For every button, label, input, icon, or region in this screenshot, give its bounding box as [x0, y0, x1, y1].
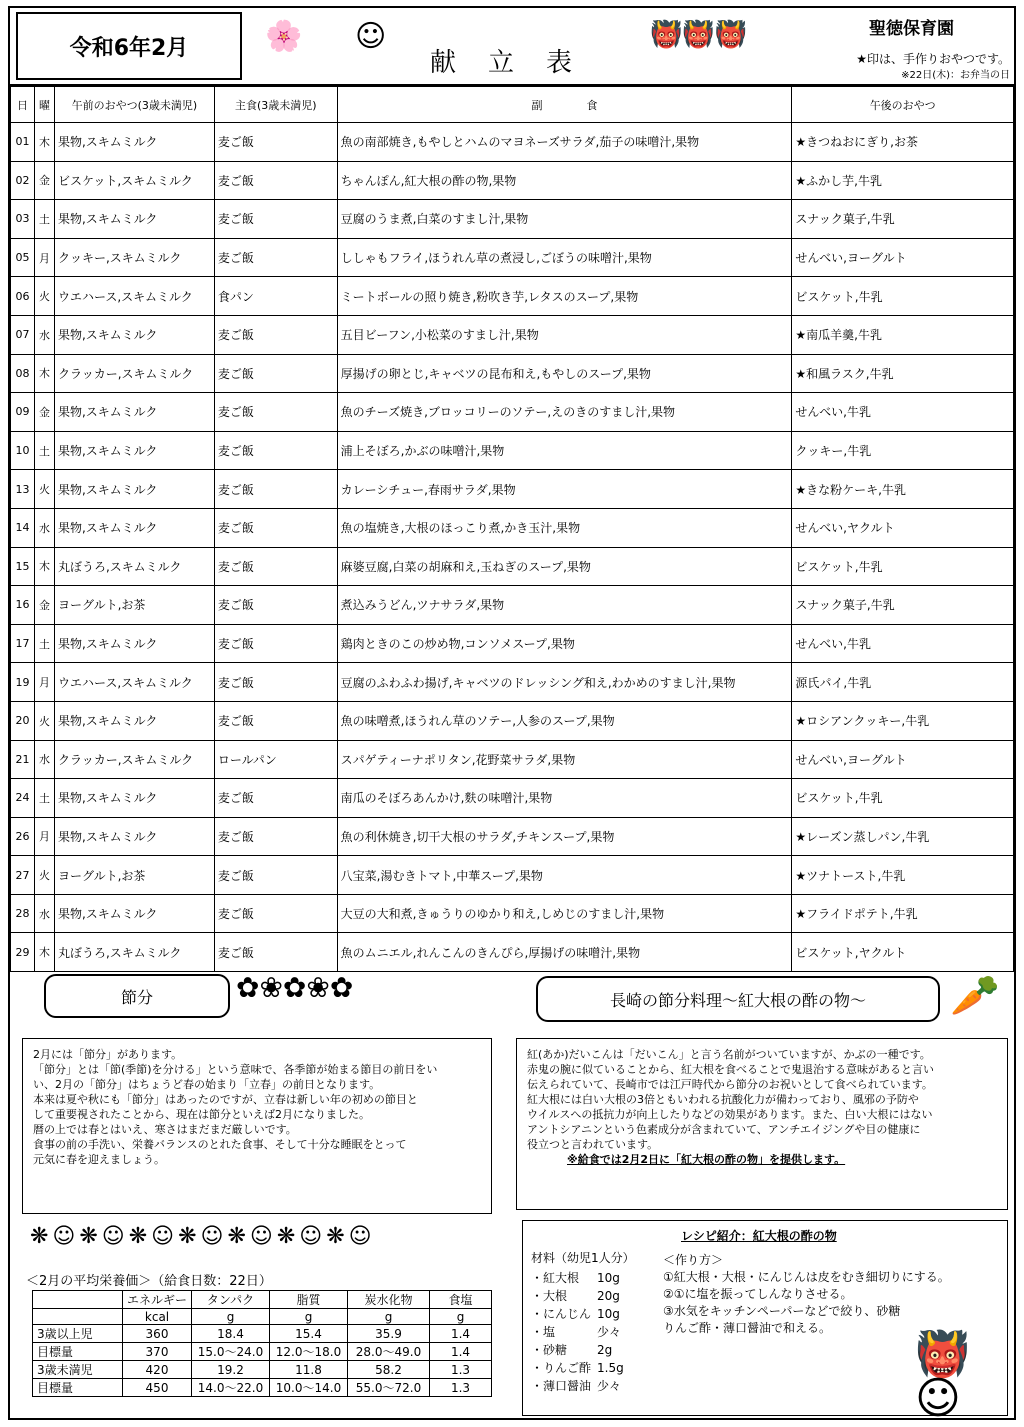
weekday-cell: 月 — [34, 238, 54, 277]
setsubun-line: 「節分」とは「節(季節)を分ける」という意味で、各季節が始まる節目の前日をい — [33, 1063, 438, 1076]
nutrition-cell: 11.8 — [270, 1361, 348, 1379]
pm-snack-cell: ★ツナトースト,牛乳 — [792, 856, 1014, 895]
setsubun-text — [22, 1038, 492, 1214]
menu-row — [11, 663, 1014, 702]
menu-header-row — [11, 87, 1014, 123]
ingredient-name: ・砂糖 — [531, 1343, 568, 1357]
am-snack-cell: ビスケット,スキムミルク — [54, 161, 214, 200]
side-dish-cell: ちゃんぽん,紅大根の酢の物,果物 — [337, 161, 792, 200]
nagasaki-title: 長崎の節分料理～紅大根の酢の物～ — [609, 990, 866, 1010]
staple-cell: 食パン — [214, 277, 337, 316]
am-snack-cell: 丸ぼうろ,スキムミルク — [54, 933, 214, 972]
nutrition-cell: g — [430, 1309, 492, 1325]
pm-snack-cell: ビスケット,牛乳 — [792, 277, 1014, 316]
am-snack-cell: 果物,スキムミルク — [54, 508, 214, 547]
setsubun-line: して重要視されたことから、現在は節分といえば2月になりました。 — [33, 1108, 370, 1121]
weekday-cell: 金 — [34, 161, 54, 200]
side-dish-cell: 麻婆豆腐,白菜の胡麻和え,玉ねぎのスープ,果物 — [337, 547, 792, 586]
day-cell: 24 — [11, 779, 35, 818]
day-cell: 03 — [11, 200, 35, 239]
col-day: 日 — [11, 87, 35, 123]
ingredient-name: ・紅大根 — [531, 1271, 580, 1285]
nutrition-cell: 目標量 — [33, 1379, 123, 1397]
recipe-step: ①紅大根・大根・にんじんは皮をむき細切りにする。 — [663, 1270, 950, 1284]
child-illustration: ☺ — [355, 19, 387, 54]
day-cell: 07 — [11, 315, 35, 354]
day-cell: 06 — [11, 277, 35, 316]
side-dish-cell: カレーシチュー,春雨サラダ,果物 — [337, 470, 792, 509]
staple-cell: 麦ご飯 — [214, 586, 337, 625]
nutrition-cell: 1.4 — [430, 1343, 492, 1361]
recipe-step: ③水気をキッチンペーパーなどで絞り、砂糖 — [663, 1304, 901, 1318]
staple-cell: 麦ご飯 — [214, 856, 337, 895]
pm-snack-cell: ★きつねおにぎり,お茶 — [792, 123, 1014, 162]
ingredient-name: ・にんじん — [531, 1307, 592, 1321]
col-weekday: 曜 — [34, 87, 54, 123]
staple-cell: 麦ご飯 — [214, 663, 337, 702]
side-dish-cell: 豆腐のふわふわ揚げ,キャベツのドレッシング和え,わかめのすまし汁,果物 — [337, 663, 792, 702]
day-cell: 14 — [11, 508, 35, 547]
nutrition-unit-row — [33, 1309, 492, 1325]
nutrition-cell: 450 — [123, 1379, 192, 1397]
ingredient-amount: 少々 — [597, 1379, 622, 1393]
nutrition-cell: 360 — [123, 1325, 192, 1343]
setsubun-line: 食事の前の手洗い、栄養バランスのとれた食事、そして十分な睡眠をとって — [33, 1138, 407, 1151]
pm-snack-cell: 源氏パイ,牛乳 — [792, 663, 1014, 702]
nutrition-cell: タンパク — [192, 1291, 270, 1309]
nutrition-row — [33, 1343, 492, 1361]
day-cell: 05 — [11, 238, 35, 277]
am-snack-cell: ウエハース,スキムミルク — [54, 277, 214, 316]
day-cell: 21 — [11, 740, 35, 779]
nutrition-cell — [33, 1291, 123, 1309]
day-cell: 15 — [11, 547, 35, 586]
staple-cell: 麦ご飯 — [214, 933, 337, 972]
staple-cell: 麦ご飯 — [214, 547, 337, 586]
nutrition-row — [33, 1361, 492, 1379]
day-cell: 08 — [11, 354, 35, 393]
menu-row — [11, 315, 1014, 354]
pm-snack-cell: ★南瓜羊羹,牛乳 — [792, 315, 1014, 354]
weekday-cell: 土 — [34, 431, 54, 470]
staple-cell: 麦ご飯 — [214, 470, 337, 509]
nutrition-table — [32, 1290, 492, 1397]
setsubun-title-box — [44, 974, 230, 1018]
menu-row — [11, 123, 1014, 162]
nutrition-cell: 420 — [123, 1361, 192, 1379]
recipe-title: レシピ紹介：紅大根の酢の物 — [681, 1229, 837, 1243]
nutrition-cell: 食塩 — [430, 1291, 492, 1309]
weekday-cell: 水 — [34, 894, 54, 933]
day-cell: 19 — [11, 663, 35, 702]
side-dish-cell: 南瓜のそぼろあんかけ,麩の味噌汁,果物 — [337, 779, 792, 818]
weekday-cell: 火 — [34, 701, 54, 740]
handmade-note: ★印は、手作りおやつです。 — [856, 52, 1010, 66]
pm-snack-cell: スナック菓子,牛乳 — [792, 586, 1014, 625]
staple-cell: 麦ご飯 — [214, 393, 337, 432]
nagasaki-title-box — [536, 976, 940, 1022]
recipe-step: りんご酢・薄口醤油で和える。 — [663, 1321, 832, 1335]
nutrition-cell: 14.0～22.0 — [192, 1379, 270, 1397]
side-dish-cell: ししゃもフライ,ほうれん草の煮浸し,ごぼうの味噌汁,果物 — [337, 238, 792, 277]
staple-cell: 麦ご飯 — [214, 354, 337, 393]
day-cell: 27 — [11, 856, 35, 895]
ingredient-name: ・薄口醤油 — [531, 1379, 592, 1393]
side-dish-cell: 八宝菜,湯むきトマト,中華スープ,果物 — [337, 856, 792, 895]
menu-row — [11, 238, 1014, 277]
staple-cell: 麦ご飯 — [214, 817, 337, 856]
menu-row — [11, 508, 1014, 547]
weekday-cell: 火 — [34, 277, 54, 316]
nutrition-row — [33, 1379, 492, 1397]
header — [10, 8, 1014, 86]
ingredient-item — [531, 1377, 624, 1395]
weekday-cell: 月 — [34, 817, 54, 856]
nagasaki-line: ウイルスへの抵抗力が向上したりなどの効果があります。また、白い大根にはない — [527, 1108, 933, 1121]
nutrition-cell: kcal — [123, 1309, 192, 1325]
nutrition-cell: 10.0～14.0 — [270, 1379, 348, 1397]
nutrition-cell: 3歳未満児 — [33, 1361, 123, 1379]
ingredient-item — [531, 1305, 624, 1323]
menu-row — [11, 933, 1014, 972]
pm-snack-cell: せんべい,ヤクルト — [792, 508, 1014, 547]
nutrition-cell: 28.0～49.0 — [348, 1343, 430, 1361]
bento-note: ※22日(木)：お弁当の日 — [901, 70, 1010, 81]
nagasaki-line: 紅(あか)だいこんは「だいこん」と言う名前がついていますが、かぶの一種です。 — [527, 1048, 931, 1061]
side-dish-cell: 魚の塩焼き,大根のほっこり煮,かき玉汁,果物 — [337, 508, 792, 547]
pm-snack-cell: ★レーズン蒸しパン,牛乳 — [792, 817, 1014, 856]
ingredient-name: ・大根 — [531, 1289, 568, 1303]
pm-snack-cell: スナック菓子,牛乳 — [792, 200, 1014, 239]
col-staple: 主食(3歳未満児) — [214, 87, 337, 123]
menu-row — [11, 624, 1014, 663]
side-dish-cell: 魚のムニエル,れんこんのきんぴら,厚揚げの味噌汁,果物 — [337, 933, 792, 972]
am-snack-cell: 果物,スキムミルク — [54, 393, 214, 432]
weekday-cell: 木 — [34, 123, 54, 162]
menu-page — [8, 6, 1016, 1424]
nagasaki-highlight: ※給食では2月2日に「紅大根の酢の物」を提供します。 — [567, 1153, 846, 1166]
day-cell: 29 — [11, 933, 35, 972]
menu-row — [11, 740, 1014, 779]
staple-cell: 麦ご飯 — [214, 894, 337, 933]
oni-group-illustration: 👹👹👹 — [650, 20, 748, 50]
day-cell: 16 — [11, 586, 35, 625]
nagasaki-line: 役立つと言われています。 — [527, 1138, 659, 1151]
menu-row — [11, 586, 1014, 625]
nutrition-cell — [33, 1309, 123, 1325]
oni-children-illustration: 👹☺ — [915, 1329, 970, 1424]
weekday-cell: 火 — [34, 856, 54, 895]
school-name: 聖徳保育園 — [869, 19, 954, 39]
am-snack-cell: 果物,スキムミルク — [54, 817, 214, 856]
weekday-cell: 土 — [34, 624, 54, 663]
menu-row — [11, 701, 1014, 740]
day-cell: 10 — [11, 431, 35, 470]
side-dish-cell: 魚の南部焼き,もやしとハムのマヨネーズサラダ,茄子の味噌汁,果物 — [337, 123, 792, 162]
side-dish-cell: 五目ビーフン,小松菜のすまし汁,果物 — [337, 315, 792, 354]
nutrition-row — [33, 1325, 492, 1343]
nutrition-caption: ＜2月の平均栄養価＞（給食日数：22日） — [26, 1274, 272, 1289]
setsubun-line: 元気に春を迎えましょう。 — [33, 1153, 165, 1166]
am-snack-cell: 果物,スキムミルク — [54, 470, 214, 509]
weekday-cell: 金 — [34, 393, 54, 432]
am-snack-cell: クラッカー,スキムミルク — [54, 354, 214, 393]
nutrition-cell: 55.0～72.0 — [348, 1379, 430, 1397]
am-snack-cell: 果物,スキムミルク — [54, 315, 214, 354]
flower-fairy-illustration: 🌸 — [265, 19, 303, 54]
menu-row — [11, 779, 1014, 818]
staple-cell: 麦ご飯 — [214, 123, 337, 162]
staple-cell: 麦ご飯 — [214, 624, 337, 663]
nutrition-cell: g — [348, 1309, 430, 1325]
month-title: 令和6年2月 — [16, 12, 242, 80]
decorative-border-illustration: ❋☺❋☺❋☺❋☺❋☺❋☺❋☺ — [30, 1224, 376, 1249]
staple-cell: ロールパン — [214, 740, 337, 779]
side-dish-cell: 厚揚げの卵とじ,キャベツの昆布和え,もやしのスープ,果物 — [337, 354, 792, 393]
menu-row — [11, 393, 1014, 432]
ingredient-item — [531, 1323, 624, 1341]
menu-row — [11, 856, 1014, 895]
weekday-cell: 水 — [34, 315, 54, 354]
pm-snack-cell: クッキー,牛乳 — [792, 431, 1014, 470]
weekday-cell: 木 — [34, 354, 54, 393]
ingredient-item — [531, 1287, 624, 1305]
day-cell: 01 — [11, 123, 35, 162]
ingredient-name: ・りんご酢 — [531, 1361, 592, 1375]
ingredients-title: 材料（幼児1人分） — [531, 1251, 635, 1265]
nutrition-cell: 1.4 — [430, 1325, 492, 1343]
side-dish-cell: 魚の味噌煮,ほうれん草のソテー,人参のスープ,果物 — [337, 701, 792, 740]
side-dish-cell: 豆腐のうま煮,白菜のすまし汁,果物 — [337, 200, 792, 239]
nutrition-cell: 1.3 — [430, 1379, 492, 1397]
am-snack-cell: 果物,スキムミルク — [54, 123, 214, 162]
weekday-cell: 月 — [34, 663, 54, 702]
menu-row — [11, 431, 1014, 470]
ingredient-amount: 10g — [597, 1271, 620, 1285]
plum-blossom-illustration: ✿❀✿❀✿ — [236, 971, 354, 1004]
col-am-snack: 午前のおやつ(3歳未満児) — [54, 87, 214, 123]
am-snack-cell: 果物,スキムミルク — [54, 624, 214, 663]
day-cell: 26 — [11, 817, 35, 856]
recipe-step: ②①に塩を振ってしんなりさせる。 — [663, 1287, 853, 1301]
steps-list — [663, 1269, 950, 1337]
am-snack-cell: 果物,スキムミルク — [54, 894, 214, 933]
side-dish-cell: 魚の利休焼き,切干大根のサラダ,チキンスープ,果物 — [337, 817, 792, 856]
menu-row — [11, 470, 1014, 509]
ingredient-name: ・塩 — [531, 1325, 556, 1339]
menu-row — [11, 200, 1014, 239]
nutrition-cell: 1.3 — [430, 1361, 492, 1379]
staple-cell: 麦ご飯 — [214, 701, 337, 740]
recipe-box — [522, 1220, 1008, 1424]
page-title: 献立表 — [430, 48, 605, 78]
pm-snack-cell: せんべい,牛乳 — [792, 624, 1014, 663]
side-dish-cell: 浦上そぼろ,かぶの味噌汁,果物 — [337, 431, 792, 470]
nagasaki-line: アントシアニンという色素成分が含まれていて、アンチエイジングや目の健康に — [527, 1123, 921, 1136]
day-cell: 09 — [11, 393, 35, 432]
ingredient-item — [531, 1359, 624, 1377]
ingredient-amount: 少々 — [597, 1325, 622, 1339]
ingredient-item — [531, 1341, 624, 1359]
am-snack-cell: ウエハース,スキムミルク — [54, 663, 214, 702]
ingredient-amount: 1.5g — [597, 1361, 624, 1375]
am-snack-cell: ヨーグルト,お茶 — [54, 586, 214, 625]
ingredient-amount: 10g — [597, 1307, 620, 1321]
staple-cell: 麦ご飯 — [214, 315, 337, 354]
weekday-cell: 金 — [34, 586, 54, 625]
col-side: 副 食 — [337, 87, 792, 123]
nutrition-header-row — [33, 1291, 492, 1309]
menu-row — [11, 547, 1014, 586]
pm-snack-cell: ★ロシアンクッキー,牛乳 — [792, 701, 1014, 740]
day-cell: 13 — [11, 470, 35, 509]
am-snack-cell: 果物,スキムミルク — [54, 431, 214, 470]
nutrition-cell: 目標量 — [33, 1343, 123, 1361]
side-dish-cell: スパゲティーナポリタン,花野菜サラダ,果物 — [337, 740, 792, 779]
side-dish-cell: ミートボールの照り焼き,粉吹き芋,レタスのスープ,果物 — [337, 277, 792, 316]
day-cell: 20 — [11, 701, 35, 740]
pm-snack-cell: ★和風ラスク,牛乳 — [792, 354, 1014, 393]
weekday-cell: 木 — [34, 933, 54, 972]
nutrition-cell: 3歳以上児 — [33, 1325, 123, 1343]
pm-snack-cell: ビスケット,牛乳 — [792, 547, 1014, 586]
staple-cell: 麦ご飯 — [214, 508, 337, 547]
steps-title: ＜作り方＞ — [663, 1253, 724, 1267]
nagasaki-text — [516, 1038, 1008, 1210]
staple-cell: 麦ご飯 — [214, 161, 337, 200]
setsubun-line: 本来は夏や秋にも「節分」はあったのですが、立春は新しい年の初めの節目と — [33, 1093, 418, 1106]
nutrition-cell: エネルギー — [123, 1291, 192, 1309]
pm-snack-cell: ビスケット,ヤクルト — [792, 933, 1014, 972]
side-dish-cell: 煮込みうどん,ツナサラダ,果物 — [337, 586, 792, 625]
staple-cell: 麦ご飯 — [214, 200, 337, 239]
pm-snack-cell: ★フライドポテト,牛乳 — [792, 894, 1014, 933]
staple-cell: 麦ご飯 — [214, 238, 337, 277]
nagasaki-line: 赤鬼の腕に似ていることから、紅大根を食べることで鬼退治する意味があると言い — [527, 1063, 934, 1076]
setsubun-line: 暦の上では春とはいえ、寒さはまだまだ厳しいです。 — [33, 1123, 297, 1136]
nutrition-cell: 12.0～18.0 — [270, 1343, 348, 1361]
weekday-cell: 土 — [34, 200, 54, 239]
side-dish-cell: 魚のチーズ焼き,ブロッコリーのソテー,えのきのすまし汁,果物 — [337, 393, 792, 432]
side-dish-cell: 大豆の大和煮,きゅうりのゆかり和え,しめじのすまし汁,果物 — [337, 894, 792, 933]
menu-row — [11, 161, 1014, 200]
day-cell: 28 — [11, 894, 35, 933]
ingredient-amount: 20g — [597, 1289, 620, 1303]
setsubun-line: 2月には「節分」があります。 — [33, 1048, 183, 1061]
menu-row — [11, 354, 1014, 393]
pm-snack-cell: せんべい,ヨーグルト — [792, 740, 1014, 779]
menu-row — [11, 817, 1014, 856]
setsubun-title: 節分 — [120, 987, 153, 1007]
pm-snack-cell: ★ふかし芋,牛乳 — [792, 161, 1014, 200]
weekday-cell: 土 — [34, 779, 54, 818]
pm-snack-cell: せんべい,牛乳 — [792, 393, 1014, 432]
pm-snack-cell: ビスケット,牛乳 — [792, 779, 1014, 818]
am-snack-cell: クッキー,スキムミルク — [54, 238, 214, 277]
nutrition-cell: 炭水化物 — [348, 1291, 430, 1309]
weekday-cell: 水 — [34, 508, 54, 547]
am-snack-cell: クラッカー,スキムミルク — [54, 740, 214, 779]
staple-cell: 麦ご飯 — [214, 779, 337, 818]
nutrition-cell: 15.0～24.0 — [192, 1343, 270, 1361]
day-cell: 17 — [11, 624, 35, 663]
nagasaki-line: 紅大根には白い大根の3倍ともいわれる抗酸化力が備わっており、風邪の予防や — [527, 1093, 919, 1106]
col-pm-snack: 午後のおやつ — [792, 87, 1014, 123]
setsubun-line: い、2月の「節分」はちょうど春の始まり「立春」の前日となります。 — [33, 1078, 381, 1091]
nutrition-cell: g — [192, 1309, 270, 1325]
am-snack-cell: ヨーグルト,お茶 — [54, 856, 214, 895]
nutrition-cell: 15.4 — [270, 1325, 348, 1343]
nutrition-cell: 18.4 — [192, 1325, 270, 1343]
ingredient-item — [531, 1269, 624, 1287]
menu-row — [11, 894, 1014, 933]
nutrition-cell: 58.2 — [348, 1361, 430, 1379]
menu-table — [10, 86, 1014, 972]
pm-snack-cell: せんべい,ヨーグルト — [792, 238, 1014, 277]
nutrition-cell: 370 — [123, 1343, 192, 1361]
staple-cell: 麦ご飯 — [214, 431, 337, 470]
am-snack-cell: 果物,スキムミルク — [54, 779, 214, 818]
nutrition-cell: 19.2 — [192, 1361, 270, 1379]
nutrition-cell: 35.9 — [348, 1325, 430, 1343]
day-cell: 02 — [11, 161, 35, 200]
am-snack-cell: 果物,スキムミルク — [54, 200, 214, 239]
nutrition-cell: g — [270, 1309, 348, 1325]
pm-snack-cell: ★きな粉ケーキ,牛乳 — [792, 470, 1014, 509]
nagasaki-line: 伝えられていて、長崎市では江戸時代から節分のお祝いとして食べられています。 — [527, 1078, 933, 1091]
weekday-cell: 水 — [34, 740, 54, 779]
menu-row — [11, 277, 1014, 316]
am-snack-cell: 丸ぼうろ,スキムミルク — [54, 547, 214, 586]
ingredients-list — [531, 1269, 624, 1395]
am-snack-cell: 果物,スキムミルク — [54, 701, 214, 740]
side-dish-cell: 鶏肉ときのこの炒め物,コンソメスープ,果物 — [337, 624, 792, 663]
radish-illustration: 🥕 — [950, 973, 1000, 1019]
weekday-cell: 木 — [34, 547, 54, 586]
nutrition-cell: 脂質 — [270, 1291, 348, 1309]
ingredient-amount: 2g — [597, 1343, 613, 1357]
weekday-cell: 火 — [34, 470, 54, 509]
